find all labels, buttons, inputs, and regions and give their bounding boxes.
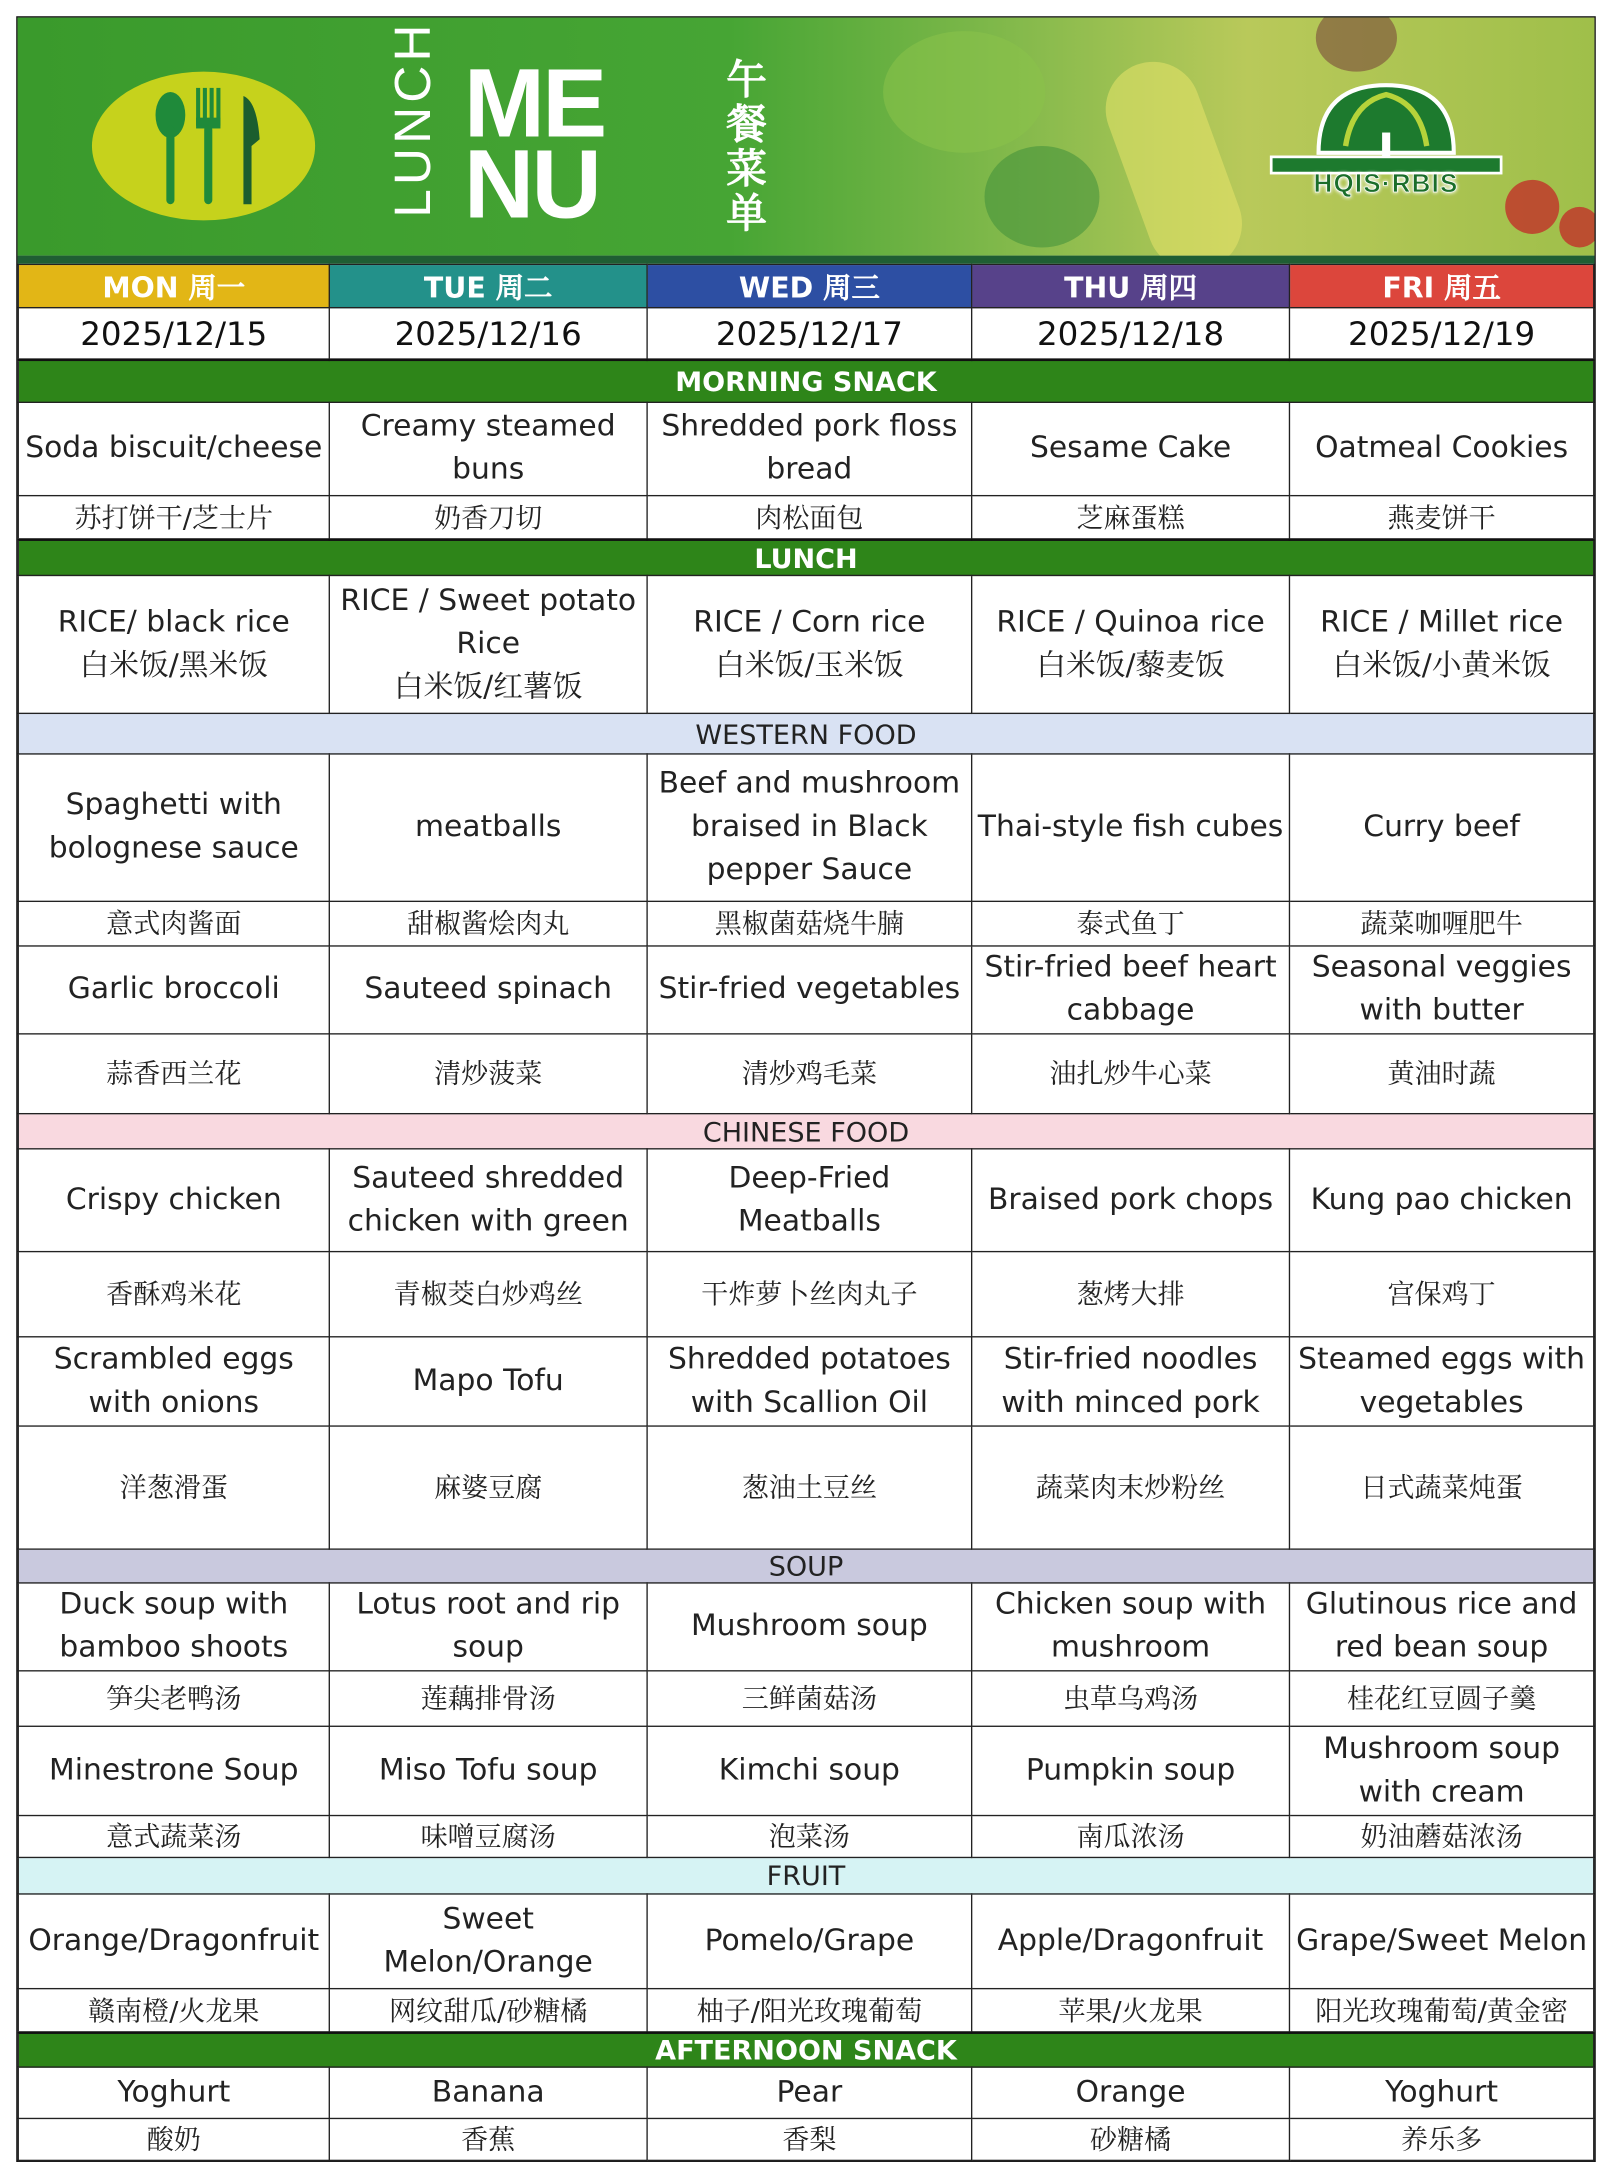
dish-cell: Duck soup with bamboo shoots	[18, 1583, 329, 1671]
menu-banner	[18, 18, 1595, 264]
dish-cell: 南瓜浓汤	[972, 1816, 1290, 1858]
dish-chinese-row	[18, 1989, 1593, 2033]
dish-cell: 赣南橙/火龙果	[18, 1989, 329, 2033]
dish-cell: 香酥鸡米花	[18, 1252, 329, 1337]
dish-cell: Creamy steamed buns	[329, 402, 647, 495]
dish-english-row	[18, 1583, 1593, 1671]
section-header-row	[18, 360, 1593, 403]
dish-cell: Seasonal veggies with butter	[1289, 946, 1593, 1034]
menu-title-chinese: 午餐菜单	[726, 56, 767, 239]
dish-chinese-row	[18, 1671, 1593, 1726]
dish-english-row	[18, 1726, 1593, 1815]
dish-cell: Crispy chicken	[18, 1149, 329, 1252]
dish-cell: Stir-fried noodles with minced pork	[972, 1337, 1290, 1426]
dish-cell: 砂糖橘	[972, 2118, 1290, 2160]
dish-cell: Orange/Dragonfruit	[18, 1894, 329, 1989]
dish-cell: Sesame Cake	[972, 402, 1290, 495]
section-header-row	[18, 713, 1593, 754]
dish-cell: 燕麦饼干	[1289, 496, 1593, 540]
dish-cell: Steamed eggs with vegetables	[1289, 1337, 1593, 1426]
section-title: WESTERN FOOD	[18, 713, 1593, 754]
dish-cell: 苹果/火龙果	[972, 1989, 1290, 2033]
dish-cell: 蒜香西兰花	[18, 1034, 329, 1114]
tree-logo-icon	[1264, 78, 1507, 179]
dish-cell: 莲藕排骨汤	[329, 1671, 647, 1726]
dish-cell: Miso Tofu soup	[329, 1726, 647, 1815]
dish-cell: 蔬菜肉末炒粉丝	[972, 1426, 1290, 1549]
dish-cell: Stir-fried beef heart cabbage	[972, 946, 1290, 1034]
dish-cell: Pear	[647, 2067, 972, 2118]
dish-cell: 香梨	[647, 2118, 972, 2160]
dish-cell: 奶油蘑菇浓汤	[1289, 1816, 1593, 1858]
dish-cell: RICE/ black rice 白米饭/黑米饭	[18, 575, 329, 713]
section-header-row	[18, 2033, 1593, 2067]
dish-cell: 酸奶	[18, 2118, 329, 2160]
dish-cell: Kung pao chicken	[1289, 1149, 1593, 1252]
dish-cell: 洋葱滑蛋	[18, 1426, 329, 1549]
dish-cell: Yoghurt	[1289, 2067, 1593, 2118]
date-cell: 2025/12/19	[1289, 308, 1593, 360]
dish-cell: Mushroom soup with cream	[1289, 1726, 1593, 1815]
dish-cell: Garlic broccoli	[18, 946, 329, 1034]
section-title: MORNING SNACK	[18, 360, 1593, 403]
date-row	[18, 308, 1593, 360]
dish-cell: 干炸萝卜丝肉丸子	[647, 1252, 972, 1337]
dish-cell: Pomelo/Grape	[647, 1894, 972, 1989]
utensils-logo	[92, 72, 315, 221]
section-title: SOUP	[18, 1549, 1593, 1583]
dish-cell: 清炒菠菜	[329, 1034, 647, 1114]
dish-cell: Beef and mushroom braised in Black pepper Sauce	[647, 754, 972, 901]
dish-english-row	[18, 1149, 1593, 1252]
dish-cell: 葱油土豆丝	[647, 1426, 972, 1549]
dish-cell: 油扎炒牛心菜	[972, 1034, 1290, 1114]
dish-cell: Pumpkin soup	[972, 1726, 1290, 1815]
section-header-row	[18, 540, 1593, 576]
day-header: WED 周三	[647, 264, 972, 307]
section-title: LUNCH	[18, 540, 1593, 576]
dish-cell: 泰式鱼丁	[972, 901, 1290, 946]
dish-cell: 黑椒菌菇烧牛腩	[647, 901, 972, 946]
fruit-image	[1505, 180, 1559, 234]
dish-cell: 青椒茭白炒鸡丝	[329, 1252, 647, 1337]
dish-cell: 芝麻蛋糕	[972, 496, 1290, 540]
dish-cell: 笋尖老鸭汤	[18, 1671, 329, 1726]
dish-cell: Oatmeal Cookies	[1289, 402, 1593, 495]
dish-english-row	[18, 402, 1593, 495]
dish-chinese-row	[18, 1034, 1593, 1114]
logo-text: HQIS·RBIS	[1313, 170, 1459, 199]
dish-cell: 网纹甜瓜/砂糖橘	[329, 1989, 647, 2033]
day-header: FRI 周五	[1289, 264, 1593, 307]
dish-cell: 日式蔬菜炖蛋	[1289, 1426, 1593, 1549]
date-cell: 2025/12/17	[647, 308, 972, 360]
dish-cell: Sauteed spinach	[329, 946, 647, 1034]
menu-table	[18, 264, 1595, 2161]
utensils-icon	[92, 72, 315, 221]
section-header-row	[18, 1114, 1593, 1149]
dish-cell: 苏打饼干/芝士片	[18, 496, 329, 540]
section-title: CHINESE FOOD	[18, 1114, 1593, 1149]
dish-cell: 香蕉	[329, 2118, 647, 2160]
fruit-image	[985, 146, 1100, 247]
dish-cell: Sweet Melon/Orange	[329, 1894, 647, 1989]
day-header-row	[18, 264, 1593, 307]
dish-chinese-row	[18, 1426, 1593, 1549]
fruit-image	[1316, 18, 1397, 72]
dish-chinese-row	[18, 2118, 1593, 2160]
section-header-row	[18, 1857, 1593, 1894]
dish-cell: RICE / Quinoa rice 白米饭/藜麦饭	[972, 575, 1290, 713]
dish-cell: Thai-style fish cubes	[972, 754, 1290, 901]
section-title: FRUIT	[18, 1857, 1593, 1894]
dish-cell: Orange	[972, 2067, 1290, 2118]
dish-english-row	[18, 1894, 1593, 1989]
dish-cell: 虫草乌鸡汤	[972, 1671, 1290, 1726]
dish-cell: Yoghurt	[18, 2067, 329, 2118]
section-header-row	[18, 1549, 1593, 1583]
dish-chinese-row	[18, 1816, 1593, 1858]
dish-english-row	[18, 946, 1593, 1034]
dish-cell: Scrambled eggs with onions	[18, 1337, 329, 1426]
dish-chinese-row	[18, 1252, 1593, 1337]
dish-english-row	[18, 754, 1593, 901]
dish-cell: Shredded pork floss bread	[647, 402, 972, 495]
dish-cell: Banana	[329, 2067, 647, 2118]
dish-cell: Sauteed shredded chicken with green	[329, 1149, 647, 1252]
dish-cell: Deep-Fried Meatballs	[647, 1149, 972, 1252]
menu-frame	[16, 16, 1596, 2162]
school-logo	[1264, 78, 1507, 213]
dish-cell: Lotus root and rip soup	[329, 1583, 647, 1671]
dish-cell: Shredded potatoes with Scallion Oil	[647, 1337, 972, 1426]
dish-cell: Mushroom soup	[647, 1583, 972, 1671]
dish-cell: 蔬菜咖喱肥牛	[1289, 901, 1593, 946]
dish-chinese-row	[18, 901, 1593, 946]
section-title: AFTERNOON SNACK	[18, 2033, 1593, 2067]
dish-cell: Chicken soup with mushroom	[972, 1583, 1290, 1671]
day-header: TUE 周二	[329, 264, 647, 307]
dish-cell: Minestrone Soup	[18, 1726, 329, 1815]
dish-cell: 意式蔬菜汤	[18, 1816, 329, 1858]
dish-cell: RICE / Millet rice 白米饭/小黄米饭	[1289, 575, 1593, 713]
dish-cell: 清炒鸡毛菜	[647, 1034, 972, 1114]
day-header: THU 周四	[972, 264, 1290, 307]
date-cell: 2025/12/18	[972, 308, 1290, 360]
dish-cell: Stir-fried vegetables	[647, 946, 972, 1034]
menu-title-bottom: NU	[463, 131, 600, 240]
fruit-image	[1092, 48, 1255, 263]
dish-cell: Spaghetti with bolognese sauce	[18, 754, 329, 901]
dish-cell: 养乐多	[1289, 2118, 1593, 2160]
fruit-image	[1559, 207, 1594, 248]
dish-cell: 泡菜汤	[647, 1816, 972, 1858]
dish-cell: 柚子/阳光玫瑰葡萄	[647, 1989, 972, 2033]
dish-cell: 麻婆豆腐	[329, 1426, 647, 1549]
dish-cell: 黄油时蔬	[1289, 1034, 1593, 1114]
dish-english-row	[18, 2067, 1593, 2118]
dish-chinese-row	[18, 496, 1593, 540]
day-header: MON 周一	[18, 264, 329, 307]
dish-cell: 甜椒酱烩肉丸	[329, 901, 647, 946]
dish-cell: 宫保鸡丁	[1289, 1252, 1593, 1337]
dish-cell: 阳光玫瑰葡萄/黄金密	[1289, 1989, 1593, 2033]
dish-cell: Soda biscuit/cheese	[18, 402, 329, 495]
dish-cell: Grape/Sweet Melon	[1289, 1894, 1593, 1989]
dish-cell: RICE / Sweet potato Rice 白米饭/红薯饭	[329, 575, 647, 713]
dish-english-row	[18, 1337, 1593, 1426]
dish-cell: 奶香刀切	[329, 496, 647, 540]
dish-cell: Braised pork chops	[972, 1149, 1290, 1252]
dish-english-row	[18, 575, 1593, 713]
dish-cell: Apple/Dragonfruit	[972, 1894, 1290, 1989]
dish-cell: Glutinous rice and red bean soup	[1289, 1583, 1593, 1671]
dish-cell: Kimchi soup	[647, 1726, 972, 1815]
dish-cell: RICE / Corn rice 白米饭/玉米饭	[647, 575, 972, 713]
date-cell: 2025/12/16	[329, 308, 647, 360]
date-cell: 2025/12/15	[18, 308, 329, 360]
dish-cell: Mapo Tofu	[329, 1337, 647, 1426]
lunch-title: LUNCH	[385, 20, 443, 218]
dish-cell: meatballs	[329, 754, 647, 901]
dish-cell: Curry beef	[1289, 754, 1593, 901]
dish-cell: 意式肉酱面	[18, 901, 329, 946]
dish-cell: 三鲜菌菇汤	[647, 1671, 972, 1726]
dish-cell: 肉松面包	[647, 496, 972, 540]
dish-cell: 味噌豆腐汤	[329, 1816, 647, 1858]
menu-title-top: ME	[463, 50, 605, 159]
fruit-image	[883, 31, 1045, 153]
dish-cell: 桂花红豆圆子羹	[1289, 1671, 1593, 1726]
dish-cell: 葱烤大排	[972, 1252, 1290, 1337]
